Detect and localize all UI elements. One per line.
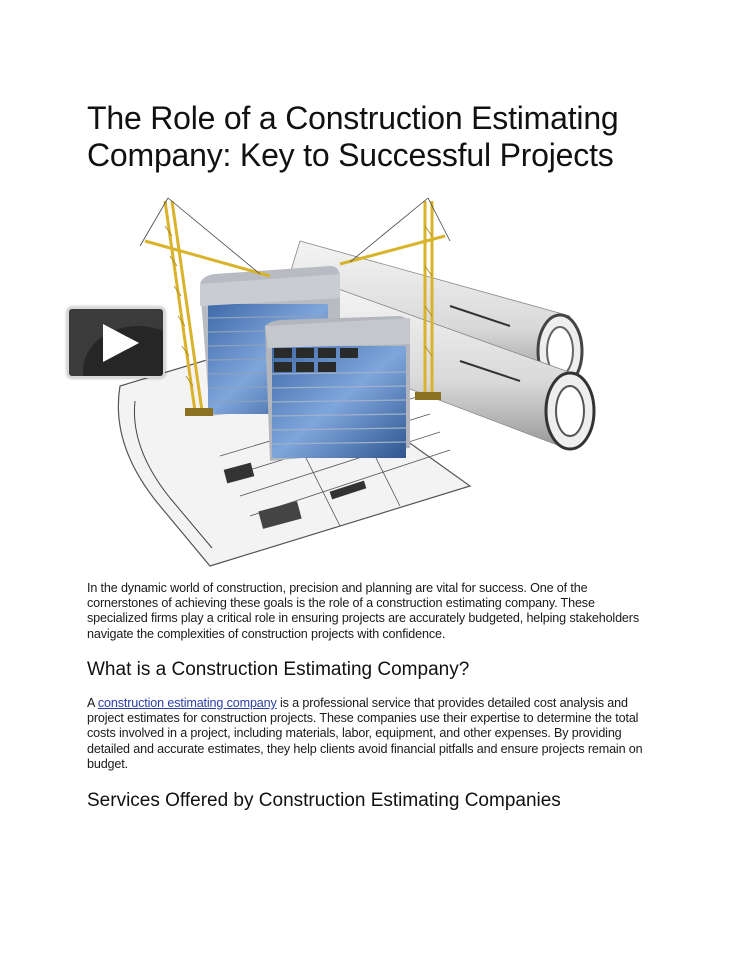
page-title: The Role of a Construction Estimating Company: Key to Successful Projects <box>87 100 619 173</box>
section-paragraph-what-is <box>87 696 652 772</box>
play-icon <box>103 324 139 362</box>
paragraph-suffix: is a professional service that provides detailed cost analysis and project estimates for construction projects. These companies use their expertise to determine the total costs involved in a project, including materials, labor, equipment, and other expenses. By providing detailed and accurate estimates, they help clients avoid financial pitfalls and ensure projects remain on budget. <box>87 696 643 771</box>
paragraph-prefix: A <box>87 696 98 710</box>
construction-illustration <box>100 186 640 570</box>
construction-estimating-company-link[interactable]: construction estimating company <box>97 696 277 710</box>
play-video-button[interactable] <box>67 307 165 378</box>
intro-paragraph: In the dynamic world of construction, precision and planning are vital for success. One of the cornerstones of achieving these goals is the role of a construction estimating company. These specialized firms play a critical role in ensuring projects are accurately budgeted, helping stakeholders navigate the complexities of construction projects with confidence. <box>87 581 639 641</box>
hero-image <box>100 186 640 570</box>
section-heading-what-is: What is a Construction Estimating Company? <box>87 659 470 680</box>
section-heading-services: Services Offered by Construction Estimating Companies <box>87 790 561 811</box>
